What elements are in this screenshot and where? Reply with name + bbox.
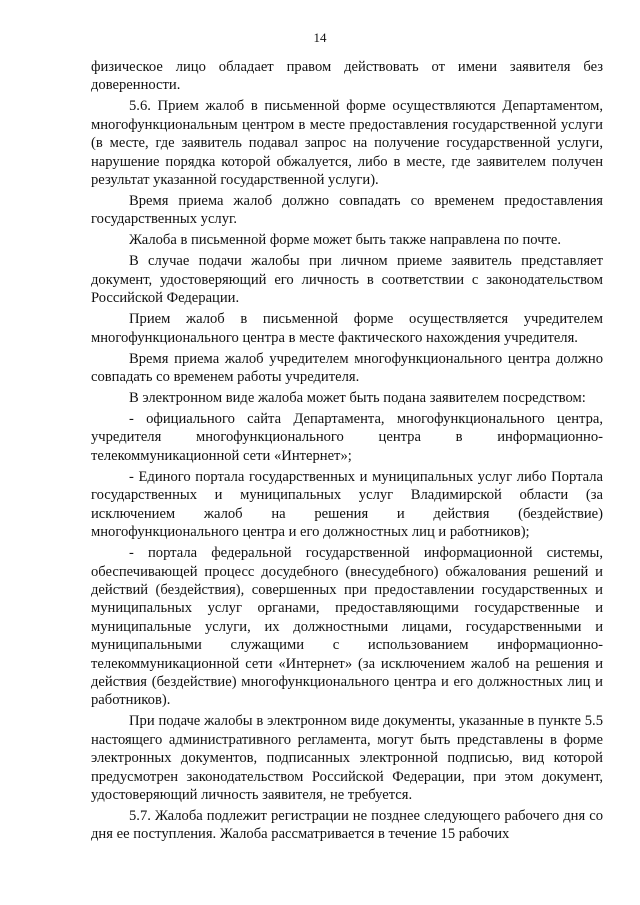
paragraph-4: Жалоба в письменной форме может быть также направлена по почте.: [129, 232, 562, 249]
paragraph-5: В случае подачи жалобы при личном приеме заявитель представляет документ, удостоверяющий его личность в соответствии с законодательством Российской Федерации.: [91, 253, 603, 307]
paragraph-5-7: 5.7. Жалоба подлежит регистрации не позднее следующего рабочего дня со дня ее поступления. Жалоба рассматривается в течение 15 рабочих: [91, 807, 603, 843]
paragraph-8: В электронном виде жалоба может быть подана заявителем посредством:: [129, 390, 586, 407]
paragraph-7: Время приема жалоб учредителем многофункционального центра должно совпадать со временем работы учредителя.: [91, 350, 603, 386]
document-body: [91, 58, 603, 846]
list-item-official-site: - официального сайта Департамента, многофункционального центра, учредителя многофункционального центра в информационно-телекоммуникационной сети «Интернет»;: [91, 411, 603, 464]
paragraph-1: физическое лицо обладает правом действовать от имени заявителя без доверенности.: [91, 59, 603, 94]
page-number: 14: [313, 30, 327, 45]
paragraph-electronic-documents: При подаче жалобы в электронном виде документы, указанные в пункте 5.5 настоящего административного регламента, могут быть представлены в форме электронных документов, подписанных электронной подписью, вид которой предусмотрен законодательством Российской Федерации, при этом документ, удостоверяющий личность заявителя, не требуется.: [91, 713, 603, 803]
paragraph-2: 5.6. Прием жалоб в письменной форме осуществляются Департаментом, многофункциональным центром в месте предоставления государственной услуги (в месте, где заявитель подавал запрос на получение государственной услуги, нарушение порядка которой обжалуется, либо в месте, где заявителем получен результат указанной государственной услуги).: [91, 98, 603, 189]
paragraph-3: Время приема жалоб должно совпадать со временем предоставления государственных услуг.: [91, 193, 603, 228]
paragraph-6: Прием жалоб в письменной форме осуществляется учредителем многофункционального центра в месте фактического нахождения учредителя.: [91, 311, 603, 346]
list-item-federal-portal: - портала федеральной государственной информационной системы, обеспечивающей процесс досудебного (внесудебного) обжалования решений и действий (бездействия), совершенных при предоставлении государственных и муниципальных услуг органами, предоставляющими государственные и муниципальные услуги, их должностными лицами, государственными и муниципальными служащими с использованием информационно-телекоммуникационной сети «Интернет» (за исключением жалоб на решения и действия (бездействие) многофункционального центра и его должностных лиц и работников).: [91, 545, 603, 709]
list-item-unified-portal: - Единого портала государственных и муниципальных услуг либо Портала государственных и муниципальных услуг Владимирской области (за исключением жалоб на решения и действия (бездействие) многофункционального центра и его должностных лиц и работников);: [91, 468, 603, 541]
